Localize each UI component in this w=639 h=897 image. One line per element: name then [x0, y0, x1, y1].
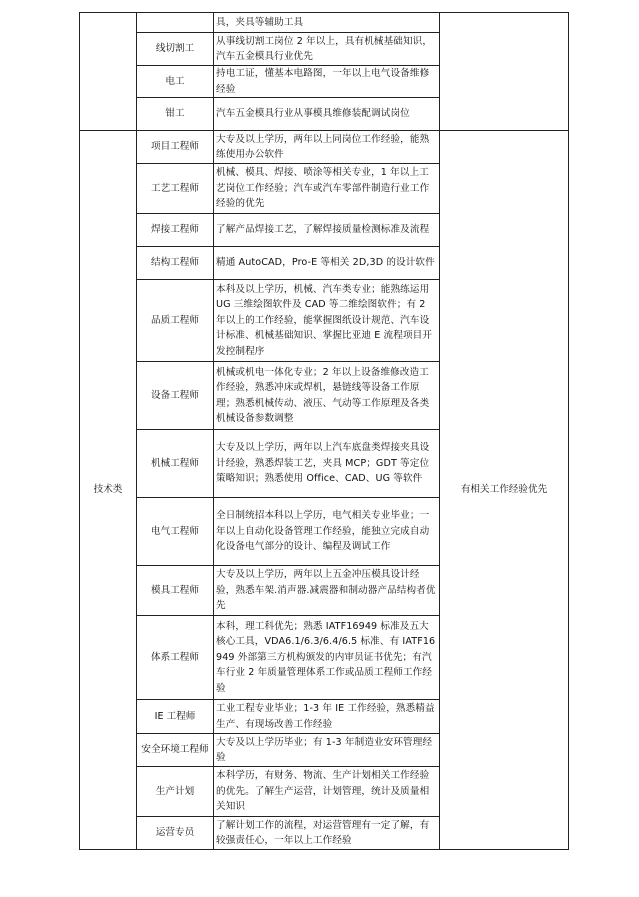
role-cell: 钳工	[137, 98, 214, 131]
recruitment-table	[79, 12, 569, 850]
role-cell: 安全环境工程师	[137, 734, 214, 767]
role-cell: 工艺工程师	[137, 164, 214, 214]
role-cell: 体系工程师	[137, 616, 214, 700]
role-cell: 电气工程师	[137, 498, 214, 566]
requirement-cell: 大专及以上学历毕业；有 1-3 年制造业安环管理经验	[214, 734, 440, 767]
requirement-cell: 精通 AutoCAD，Pro-E 等相关 2D,3D 的设计软件	[214, 247, 440, 280]
requirement-cell: 从事线切割工岗位 2 年以上，具有机械基础知识，汽车五金模具行业优先	[214, 33, 440, 66]
requirement-cell: 具，夹具等辅助工具	[214, 13, 440, 33]
category-cell-top	[80, 13, 137, 131]
role-cell: 模具工程师	[137, 566, 214, 616]
requirement-cell: 大专及以上学历，两年以上汽车底盘类焊接夹具设计经验，熟悉焊装工艺，夹具 MCP；GDT 等定位策略知识；熟悉使用 Office、CAD、UG 等软件	[214, 430, 440, 498]
requirement-cell: 了解计划工作的流程，对运营管理有一定了解，有较强责任心，一年以上工作经验	[214, 817, 440, 850]
role-cell: 生产计划	[137, 767, 214, 817]
role-cell: 线切割工	[137, 33, 214, 66]
role-cell: 设备工程师	[137, 362, 214, 430]
category-cell-tech: 技术类	[80, 131, 137, 850]
role-cell: 运营专员	[137, 817, 214, 850]
table-row	[80, 13, 569, 33]
role-cell: 电工	[137, 66, 214, 98]
role-cell: 焊接工程师	[137, 214, 214, 247]
role-cell: IE 工程师	[137, 700, 214, 734]
requirement-cell: 本科及以上学历，机械、汽车类专业；能熟练运用 UG 三维绘图软件及 CAD 等二维绘图软件；有 2 年以上的工作经验，能掌握图纸设计规范、汽车设计标准、机械基础知识、掌握比亚迪 E 流程项目开发控制程序	[214, 280, 440, 362]
role-cell: 机械工程师	[137, 430, 214, 498]
table-row	[80, 131, 569, 164]
note-cell-top	[440, 13, 569, 131]
requirement-cell: 大专及以上学历，两年以上五金冲压模具设计经验，熟悉车架.消声器.减震器和制动器产品结构者优先	[214, 566, 440, 616]
requirement-cell: 机械或机电一体化专业；2 年以上设备维修改造工作经验，熟悉冲床或焊机，悬链线等设备工作原理；熟悉机械传动、液压、气动等工作原理及各类机械设备参数调整	[214, 362, 440, 430]
requirement-cell: 本科学历，有财务、物流、生产计划相关工作经验的优先。了解生产运营，计划管理，统计及质量相关知识	[214, 767, 440, 817]
requirement-cell: 机械、模具、焊接、喷涂等相关专业，1 年以上工艺岗位工作经验；汽车或汽车零部件制造行业工作经验的优先	[214, 164, 440, 214]
role-cell	[137, 13, 214, 33]
requirement-cell: 汽车五金模具行业从事模具维修装配调试岗位	[214, 98, 440, 131]
note-cell-tech: 有相关工作经验优先	[440, 131, 569, 850]
requirement-cell: 全日制统招本科以上学历，电气相关专业毕业；一年以上自动化设备管理工作经验，能独立完成自动化设备电气部分的设计、编程及调试工作	[214, 498, 440, 566]
requirement-cell: 工业工程专业毕业；1-3 年 IE 工作经验，熟悉精益生产、有现场改善工作经验	[214, 700, 440, 734]
requirement-cell: 大专及以上学历，两年以上同岗位工作经验，能熟练使用办公软件	[214, 131, 440, 164]
requirement-cell: 本科，理工科优先；熟悉 IATF16949 标准及五大核心工具，VDA6.1/6.3/6.4/6.5 标准、有 IATF16949 外部第三方机构颁发的内审员证书优先；有汽车行业 2 年质量管理体系工作或品质工程师工作经验	[214, 616, 440, 700]
requirement-cell: 持电工证，懂基本电路图，一年以上电气设备维修经验	[214, 66, 440, 98]
requirement-cell: 了解产品焊接工艺，了解焊接质量检测标准及流程	[214, 214, 440, 247]
role-cell: 品质工程师	[137, 280, 214, 362]
role-cell: 结构工程师	[137, 247, 214, 280]
role-cell: 项目工程师	[137, 131, 214, 164]
